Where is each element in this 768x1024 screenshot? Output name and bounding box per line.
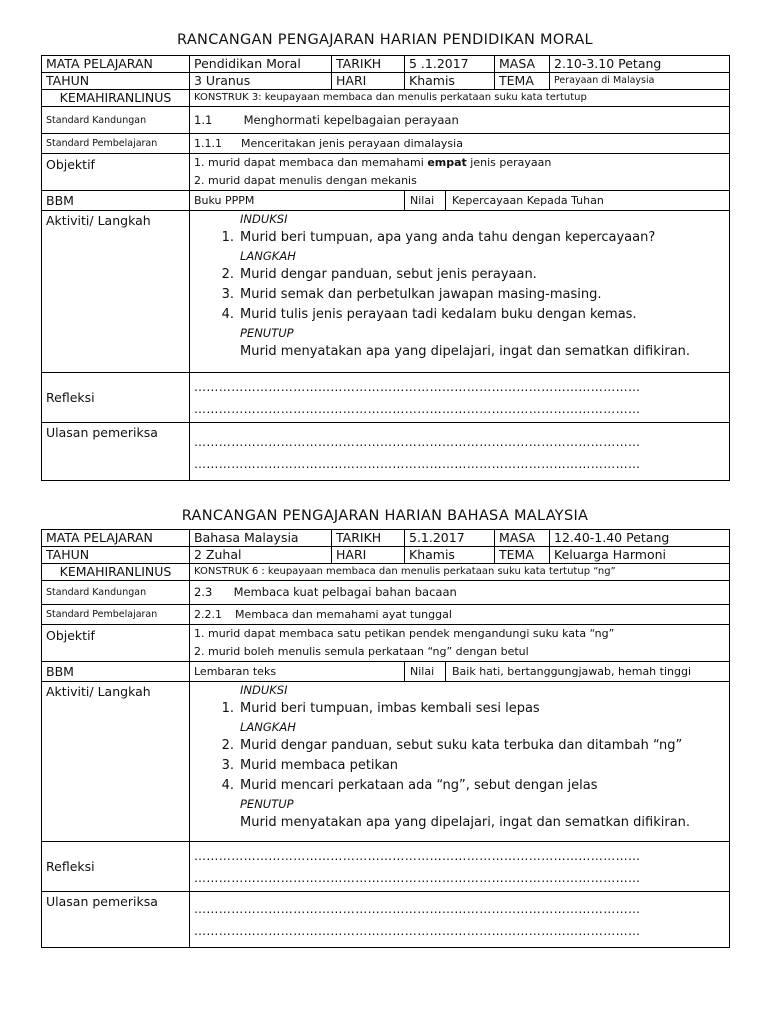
sk-number: 2.3 <box>194 585 213 599</box>
label-standard-kandungan: Standard Kandungan <box>42 107 190 134</box>
lesson-plan-bahasa <box>41 505 729 948</box>
value-tema: Perayaan di Malaysia <box>550 73 730 90</box>
plan-table <box>41 529 730 948</box>
label-kemahiran: KEMAHIRANLINUS <box>42 564 190 581</box>
label-tema: TEMA <box>495 73 550 90</box>
plan-title: RANCANGAN PENGAJARAN HARIAN BAHASA MALAYSIA <box>181 508 589 524</box>
penutup-text: Murid menyatakan apa yang dipelajari, ingat dan sematkan difikiran. <box>240 344 691 359</box>
step-2: 2. Murid dengar panduan, sebut jenis perayaan. <box>221 267 537 282</box>
label-bbm: BBM <box>42 662 190 682</box>
step-4: 4. Murid tulis jenis perayaan tadi kedalam buku dengan kemas. <box>221 307 637 322</box>
sp-number: 1.1.1 <box>194 137 222 150</box>
label-nilai: Nilai <box>405 662 446 681</box>
sk-text: Menghormati kepelbagaian perayaan <box>243 112 459 127</box>
value-hari: Khamis <box>405 547 495 564</box>
label-refleksi: Refleksi <box>42 373 190 423</box>
value-tema: Keluarga Harmoni <box>550 547 730 564</box>
value-tarikh: 5 .1.2017 <box>405 56 495 73</box>
ulasan-line-1: ……………………………………………………………………………………………… <box>194 902 641 916</box>
sk-number: 1.1 <box>194 112 213 127</box>
label-masa: MASA <box>495 56 550 73</box>
activity-steps <box>194 211 725 362</box>
label-mata-pelajaran: MATA PELAJARAN <box>42 530 190 547</box>
ulasan-line-1: ……………………………………………………………………………………………… <box>194 435 641 449</box>
label-hari: HARI <box>332 73 405 90</box>
label-refleksi: Refleksi <box>42 842 190 892</box>
label-tarikh: TARIKH <box>332 530 405 547</box>
label-objektif: Objektif <box>42 625 190 662</box>
label-ulasan: Ulasan pemeriksa <box>42 892 190 948</box>
label-standard-pembelajaran: Standard Pembelajaran <box>42 605 190 625</box>
langkah-heading: LANGKAH <box>240 720 296 734</box>
label-hari: HARI <box>332 547 405 564</box>
value-kemahiran: KONSTRUK 6 : keupayaan membaca dan menulis perkataan suku kata tertutup “ng” <box>190 564 730 581</box>
value-kemahiran: KONSTRUK 3: keupayaan membaca dan menulis perkataan suku kata tertutup <box>190 90 730 107</box>
plan-table <box>41 55 730 481</box>
label-mata-pelajaran: MATA PELAJARAN <box>42 56 190 73</box>
step-3: 3. Murid membaca petikan <box>221 758 399 773</box>
value-bbm: Lembaran teks <box>190 662 405 682</box>
label-tahun: TAHUN <box>42 73 190 90</box>
plan-title: RANCANGAN PENGAJARAN HARIAN PENDIDIKAN MORAL <box>177 32 593 48</box>
value-nilai: Kepercayaan Kepada Tuhan <box>452 194 604 207</box>
objektif-2: 2. murid boleh menulis semula perkataan “ng” dengan betul <box>194 645 529 658</box>
step-1: 1. Murid beri tumpuan, imbas kembali sesi lepas <box>221 701 540 716</box>
value-tahun: 2 Zuhal <box>190 547 332 564</box>
value-masa: 12.40-1.40 Petang <box>550 530 730 547</box>
refleksi-line-1: ……………………………………………………………………………………………… <box>194 379 641 394</box>
activity-steps <box>194 682 725 833</box>
label-aktiviti: Aktiviti/ Langkah <box>42 211 190 373</box>
penutup-heading: PENUTUP <box>240 326 294 340</box>
label-bbm: BBM <box>42 191 190 211</box>
value-tarikh: 5.1.2017 <box>405 530 495 547</box>
value-hari: Khamis <box>405 73 495 90</box>
label-objektif: Objektif <box>42 154 190 191</box>
penutup-heading: PENUTUP <box>240 797 294 811</box>
label-nilai: Nilai <box>405 191 446 210</box>
label-ulasan: Ulasan pemeriksa <box>42 423 190 481</box>
label-aktiviti: Aktiviti/ Langkah <box>42 682 190 842</box>
label-standard-kandungan: Standard Kandungan <box>42 581 190 605</box>
value-mata-pelajaran: Bahasa Malaysia <box>190 530 332 547</box>
step-3: 3. Murid semak dan perbetulkan jawapan masing-masing. <box>221 287 602 302</box>
induksi-heading: INDUKSI <box>240 212 288 226</box>
step-4: 4. Murid mencari perkataan ada “ng”, sebut dengan jelas <box>221 778 598 793</box>
value-masa: 2.10-3.10 Petang <box>550 56 730 73</box>
value-nilai: Baik hati, bertanggungjawab, hemah tinggi <box>452 665 692 678</box>
objektif-2: 2. murid dapat menulis dengan mekanis <box>194 174 417 187</box>
label-masa: MASA <box>495 530 550 547</box>
value-mata-pelajaran: Pendidikan Moral <box>190 56 332 73</box>
refleksi-line-2: ……………………………………………………………………………………………… <box>194 870 641 885</box>
value-tahun: 3 Uranus <box>190 73 332 90</box>
value-bbm: Buku PPPM <box>190 191 405 211</box>
step-2: 2. Murid dengar panduan, sebut suku kata terbuka dan ditambah “ng” <box>221 738 683 753</box>
penutup-text: Murid menyatakan apa yang dipelajari, ingat dan sematkan difikiran. <box>240 815 691 830</box>
ulasan-line-2: ……………………………………………………………………………………………… <box>194 924 641 938</box>
label-tarikh: TARIKH <box>332 56 405 73</box>
sp-number: 2.2.1 <box>194 608 222 621</box>
induksi-heading: INDUKSI <box>240 683 288 697</box>
step-1: 1. Murid beri tumpuan, apa yang anda tahu dengan kepercayaan? <box>221 230 656 245</box>
label-standard-pembelajaran: Standard Pembelajaran <box>42 134 190 154</box>
langkah-heading: LANGKAH <box>240 249 296 263</box>
sp-text: Membaca dan memahami ayat tunggal <box>235 608 452 621</box>
refleksi-line-1: ……………………………………………………………………………………………… <box>194 848 641 863</box>
sp-text: Menceritakan jenis perayaan dimalaysia <box>241 137 463 150</box>
objektif-1: 1. murid dapat membaca dan memahami empat jenis perayaan <box>194 156 552 169</box>
label-kemahiran: KEMAHIRANLINUS <box>42 90 190 107</box>
label-tahun: TAHUN <box>42 547 190 564</box>
label-tema: TEMA <box>495 547 550 564</box>
sk-text: Membaca kuat pelbagai bahan bacaan <box>233 585 457 599</box>
lesson-plan-moral <box>41 29 729 481</box>
refleksi-line-2: ……………………………………………………………………………………………… <box>194 401 641 416</box>
ulasan-line-2: ……………………………………………………………………………………………… <box>194 457 641 471</box>
objektif-1: 1. murid dapat membaca satu petikan pendek mengandungi suku kata “ng” <box>194 627 615 640</box>
